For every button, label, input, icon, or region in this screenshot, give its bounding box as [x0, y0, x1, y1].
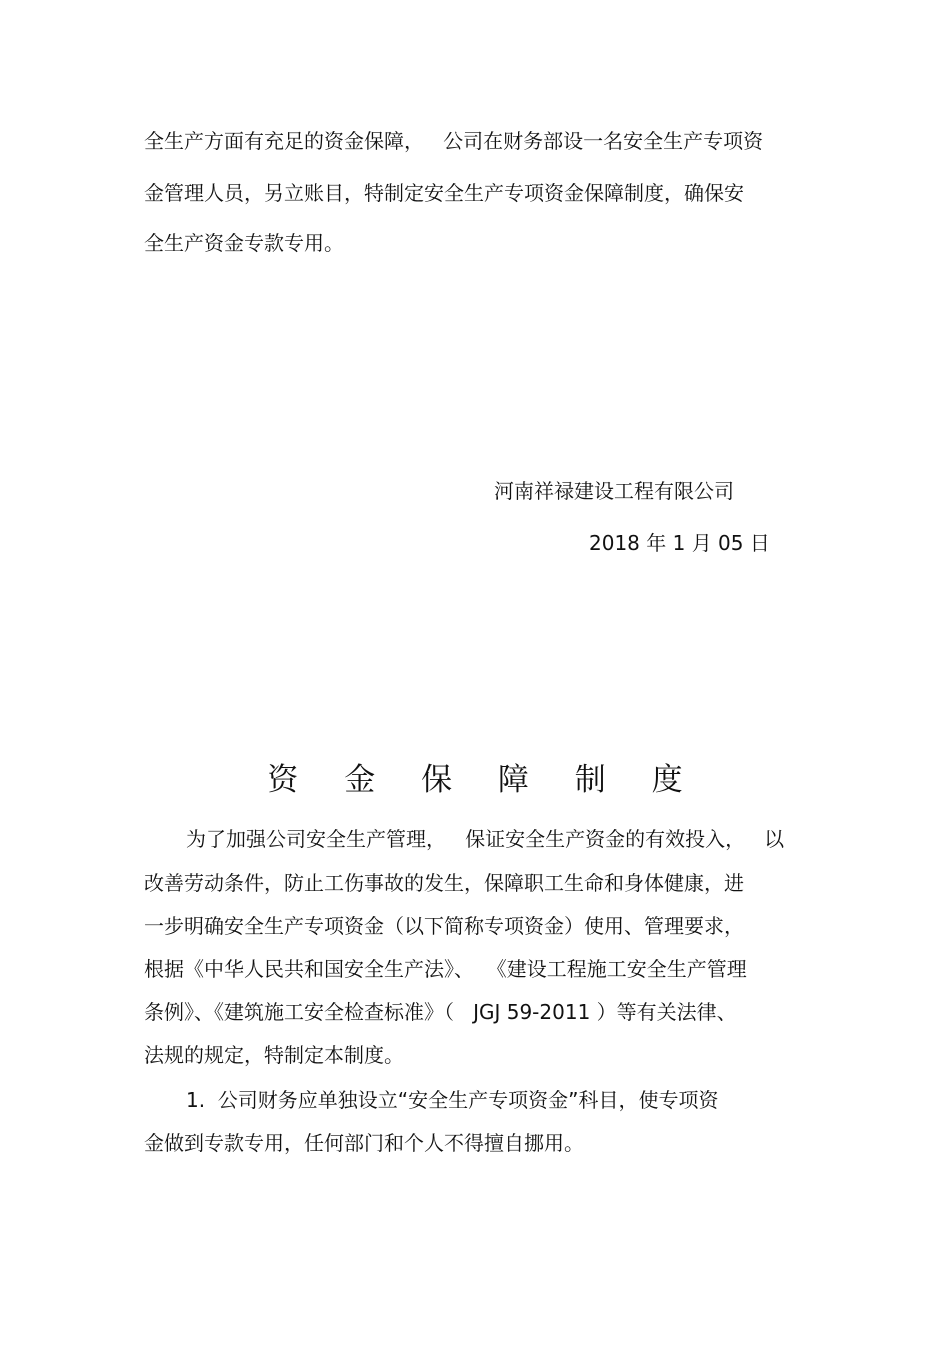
paragraph-line-2: 改善劳动条件，防止工伤事故的发生，保障职工生命和身体健康，进 [144, 871, 744, 895]
intro-line-3: 全生产资金专款专用。 [144, 231, 344, 255]
document-title: 资 金 保 障 制 度 [267, 762, 701, 798]
paragraph-line-3: 一步明确安全生产专项资金（以下简称专项资金）使用、管理要求， [144, 914, 744, 938]
signature-date: 2018 年 1 月 05 日 [589, 531, 770, 555]
paragraph-line-5: 条例》、《建筑施工安全检查标准》（ JGJ 59-2011 ）等有关法律、 [144, 1000, 737, 1024]
item-1-line-2: 金做到专款专用，任何部门和个人不得擅自挪用。 [144, 1131, 584, 1155]
paragraph-line-1: 为了加强公司安全生产管理， 保证安全生产资金的有效投入， 以 [186, 827, 785, 851]
paragraph-line-4: 根据《中华人民共和国安全生产法》、 《建设工程施工安全生产管理 [144, 957, 747, 981]
intro-line-2: 金管理人员，另立账目，特制定安全生产专项资金保障制度，确保安 [144, 181, 744, 205]
paragraph-line-6: 法规的规定，特制定本制度。 [144, 1043, 404, 1067]
company-name: 河南祥禄建设工程有限公司 [494, 479, 734, 503]
intro-line-1: 全生产方面有充足的资金保障， 公司在财务部设一名安全生产专项资 [144, 129, 764, 153]
item-1-line-1: 1. 公司财务应单独设立“安全生产专项资金”科目，使专项资 [186, 1088, 719, 1112]
